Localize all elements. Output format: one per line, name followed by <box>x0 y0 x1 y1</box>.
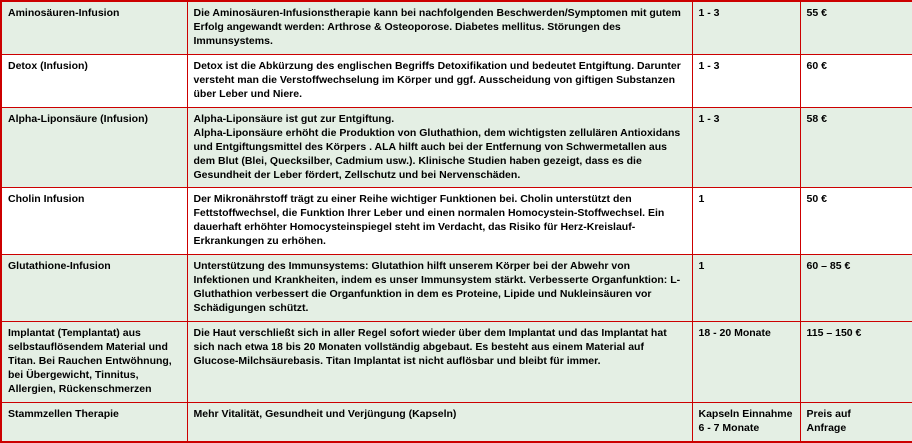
table-row <box>1 107 912 188</box>
table-row <box>1 54 912 107</box>
treatment-duration-cell: 18 - 20 Monate <box>692 322 800 403</box>
table-row <box>1 322 912 403</box>
treatment-name-cell: Detox (Infusion) <box>1 54 187 107</box>
treatment-name-cell: Alpha-Liponsäure (Infusion) <box>1 107 187 188</box>
treatment-description-cell: Die Haut verschließt sich in aller Regel sofort wieder über dem Implantat und das Implantat hat sich nach etwa 18 bis 20 Monaten vollständig abgebaut. Es besteht aus einem Material auf Glucose-Milchsäurebasis. Titan Implantat ist nicht auflösbar und bleibt für immer. <box>187 322 692 403</box>
treatment-duration-cell: 1 - 3 <box>692 107 800 188</box>
treatment-duration-cell: Kapseln Einnahme 6 - 7 Monate <box>692 402 800 441</box>
treatment-description-cell: Alpha-Liponsäure ist gut zur Entgiftung. Alpha-Liponsäure erhöht die Produktion von Gluthathion, dem wichtigsten zellulären Antioxidans und Entgiftungsmittel des Körpers . ALA hilft auch bei der Entfernung von Schwermetallen aus dem Blut (Blei, Quecksilber, Cadmium usw.). Klinische Studien haben gezeigt, dass es die Gesundheit der Leber fördert, Zellschutz und bei Nervenschäden. <box>187 107 692 188</box>
treatment-price-cell: 60 – 85 € <box>800 255 912 322</box>
treatment-duration-cell: 1 - 3 <box>692 54 800 107</box>
treatment-duration-cell: 1 <box>692 188 800 255</box>
table-row <box>1 255 912 322</box>
treatment-name-cell: Stammzellen Therapie <box>1 402 187 441</box>
table-row <box>1 1 912 54</box>
table-row <box>1 188 912 255</box>
table-body <box>1 1 912 442</box>
treatment-description-cell: Mehr Vitalität, Gesundheit und Verjüngung (Kapseln) <box>187 402 692 441</box>
treatment-name-cell: Aminosäuren-Infusion <box>1 1 187 54</box>
treatment-description-cell: Die Aminosäuren-Infusionstherapie kann bei nachfolgenden Beschwerden/Symptomen mit gutem Erfolg angewandt werden: Arthrose & Osteoporose. Diabetes mellitus. Störungen des Immunsystems. <box>187 1 692 54</box>
treatment-price-cell: 60 € <box>800 54 912 107</box>
treatment-description-cell: Detox ist die Abkürzung des englischen Begriffs Detoxifikation und bedeutet Entgiftung. Darunter versteht man die Verstoffwechselung im Körper und ggf. Ausscheidung von giftigen Substanzen über Leber und Niere. <box>187 54 692 107</box>
treatment-duration-cell: 1 <box>692 255 800 322</box>
treatment-name-cell: Glutathione-Infusion <box>1 255 187 322</box>
treatment-price-cell: 55 € <box>800 1 912 54</box>
treatment-price-cell: 50 € <box>800 188 912 255</box>
treatment-description-cell: Unterstützung des Immunsystems: Glutathion hilft unserem Körper bei der Abwehr von Infektionen und Krankheiten, indem es unser Immunsystem stärkt. Verbesserte Organfunktion: L-Gluthathion verbessert die Organfunktion in dem es Proteine, Lipide und Nukleinsäuren vor Schädigungen schützt. <box>187 255 692 322</box>
treatment-price-cell: 58 € <box>800 107 912 188</box>
treatment-name-cell: Cholin Infusion <box>1 188 187 255</box>
treatment-name-cell: Implantat (Templantat) aus selbstauflösendem Material und Titan. Bei Rauchen Entwöhnung, bei Übergewicht, Tinnitus, Allergien, Rückenschmerzen <box>1 322 187 403</box>
treatment-duration-cell: 1 - 3 <box>692 1 800 54</box>
treatment-price-cell: 115 – 150 € <box>800 322 912 403</box>
treatment-description-cell: Der Mikronährstoff trägt zu einer Reihe wichtiger Funktionen bei. Cholin unterstützt den Fettstoffwechsel, die Funktion Ihrer Leber und einen normalen Homocystein-Stoffwechsel. Ein dauerhaft erhöhter Homocysteinspiegel steht im Verdacht, das Risiko für Herz-Kreislauf-Erkrankungen zu erhöhen. <box>187 188 692 255</box>
table-row <box>1 402 912 441</box>
treatment-price-cell: Preis auf Anfrage <box>800 402 912 441</box>
